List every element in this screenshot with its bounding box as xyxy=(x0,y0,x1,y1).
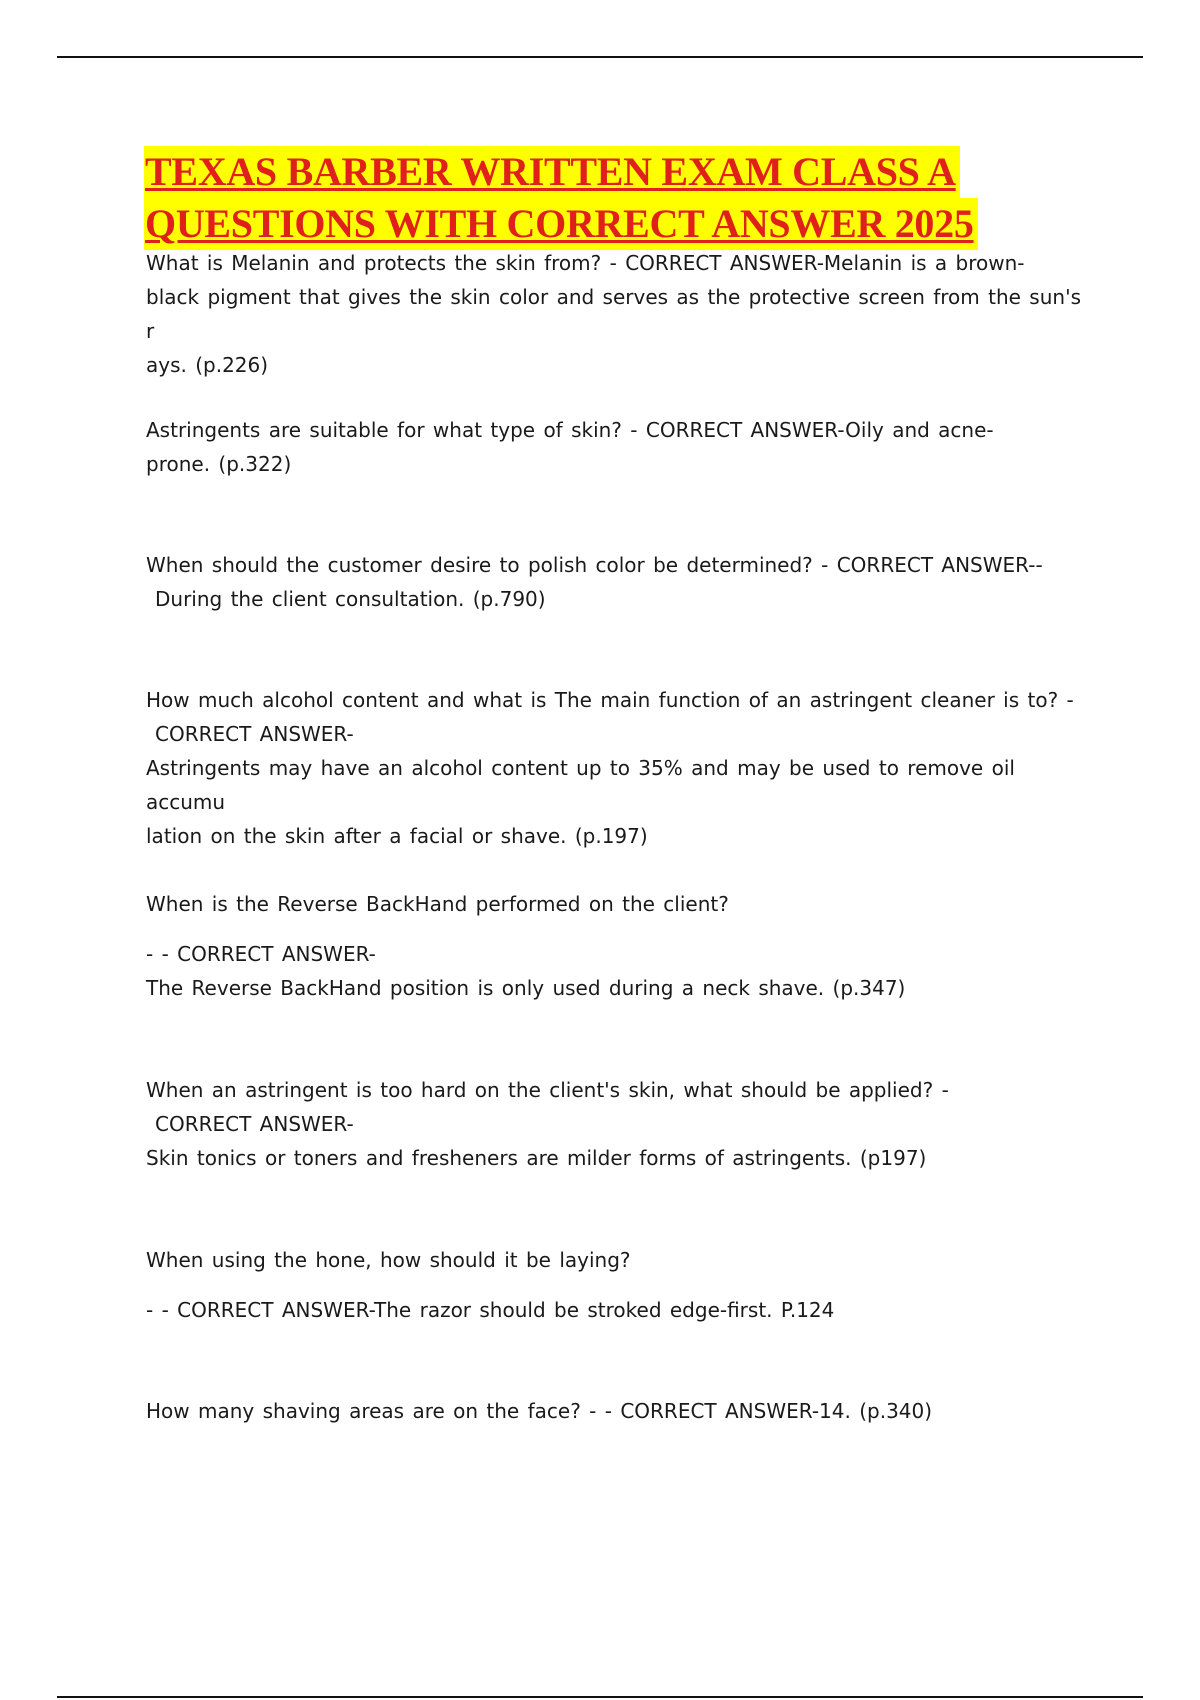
question-line: When an astringent is too hard on the client's skin, what should be applied? - xyxy=(146,1078,949,1102)
answer-label: - - CORRECT ANSWER- xyxy=(146,942,376,966)
top-rule xyxy=(57,56,1143,58)
answer-line: - - CORRECT ANSWER-The razor should be stroked edge-first. P.124 xyxy=(146,1298,835,1322)
question-line: How many shaving areas are on the face? - - CORRECT ANSWER-14. (p.340) xyxy=(146,1399,933,1423)
question-line: What is Melanin and protects the skin from? - CORRECT ANSWER-Melanin is a brown- xyxy=(146,251,1025,275)
answer-line: ays. (p.226) xyxy=(146,353,269,377)
question-line: How much alcohol content and what is The main function of an astringent cleaner is to? - xyxy=(146,688,1074,712)
qa-item-6 xyxy=(146,1073,1091,1175)
question-line: Astringents are suitable for what type of skin? - CORRECT ANSWER-Oily and acne- xyxy=(146,418,994,442)
answer-line: lation on the skin after a facial or shave. (p.197) xyxy=(146,824,648,848)
question-line: When using the hone, how should it be laying? xyxy=(146,1248,631,1272)
qa-item-8 xyxy=(146,1394,1091,1428)
qa-item-7 xyxy=(146,1243,1091,1327)
title-line-1: TEXAS BARBER WRITTEN EXAM CLASS A xyxy=(144,146,960,198)
answer-line: During the client consultation. (p.790) xyxy=(155,587,546,611)
answer-line: black pigment that gives the skin color and serves as the protective screen from the sun's r xyxy=(146,285,1090,343)
answer-line: Astringents may have an alcohol content up to 35% and may be used to remove oil accumu xyxy=(146,756,1024,814)
title-line-2: QUESTIONS WITH CORRECT ANSWER 2025 xyxy=(144,198,978,250)
question-line: When should the customer desire to polish color be determined? - CORRECT ANSWER-- xyxy=(146,553,1043,577)
question-line: When is the Reverse BackHand performed on the client? xyxy=(146,892,729,916)
qa-item-2 xyxy=(146,413,1091,481)
answer-label: CORRECT ANSWER- xyxy=(155,1112,354,1136)
answer-line: Skin tonics or toners and fresheners are milder forms of astringents. (p197) xyxy=(146,1146,927,1170)
answer-label: CORRECT ANSWER- xyxy=(155,722,354,746)
answer-line: prone. (p.322) xyxy=(146,452,292,476)
answer-line: The Reverse BackHand position is only used during a neck shave. (p.347) xyxy=(146,976,906,1000)
page-title xyxy=(144,146,1104,250)
bottom-rule xyxy=(57,1696,1143,1698)
qa-item-1 xyxy=(146,246,1091,382)
qa-item-4 xyxy=(146,683,1091,853)
qa-item-5 xyxy=(146,887,1091,1005)
qa-item-3 xyxy=(146,548,1091,616)
